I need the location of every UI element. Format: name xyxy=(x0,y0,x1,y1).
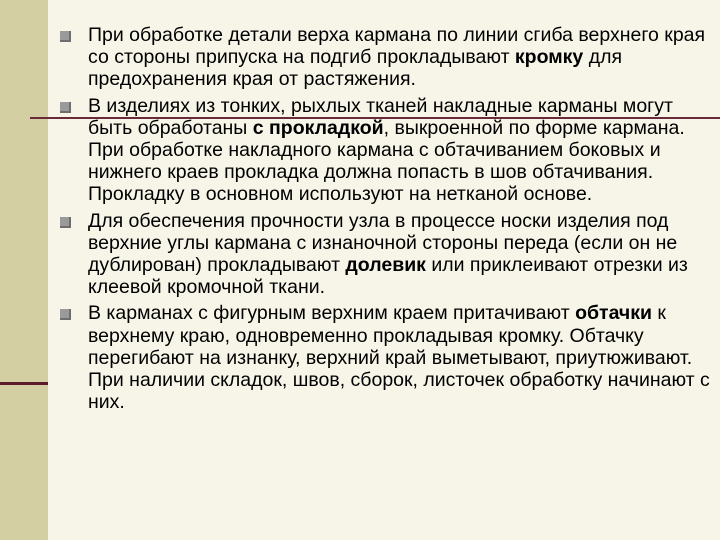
item-text: При обработке детали верха кармана по линии сгиба верхнего края со стороны припуска на подгиб прокладывают xyxy=(88,24,706,69)
item-text: или приклеивают отрезки из клеевой кромочной ткани. xyxy=(88,254,688,299)
item-text: для предохранения края от растяжения. xyxy=(88,46,623,91)
item-text: к верхнему краю, одновременно прокладывая кромку. Обтачку перегибают на изнанку, верхний край выметывают, приутюживают. При наличии складок, швов, сборок, листочек обработку начинают с них. xyxy=(88,302,710,414)
square-bullet-icon xyxy=(60,102,71,113)
item-text: , выкроенной по форме кармана. При обработке накладного кармана с обтачиванием боковых и нижнего краев прокладка должна попасть в шов обтачивания. Прокладку в основном используют на нетканой основе. xyxy=(88,116,685,206)
square-bullet-icon xyxy=(60,217,71,228)
side-decor-band xyxy=(0,0,48,540)
square-bullet-icon xyxy=(60,31,71,42)
item-bold-term: долевик xyxy=(345,254,426,277)
item-bold-term: кромку xyxy=(514,46,584,69)
square-bullet-icon xyxy=(60,309,71,320)
item-text: Для обеспечения прочности узла в процессе носки изделия под верхние углы кармана с изнаночной стороны переда (если он не дублирован) прокладывают xyxy=(88,209,678,277)
item-text: В изделиях из тонких, рыхлых тканей накладные карманы могут быть обработаны xyxy=(88,94,673,139)
list-item xyxy=(60,302,712,413)
item-bold-term: обтачки xyxy=(575,302,652,325)
item-bold-term: с прокладкой xyxy=(252,116,384,139)
item-text: В карманах с фигурным верхним краем притачивают xyxy=(88,302,576,325)
list-item xyxy=(60,95,712,206)
bullet-list xyxy=(60,24,712,417)
decor-rule-bottom xyxy=(0,382,48,385)
list-item xyxy=(60,24,712,91)
list-item xyxy=(60,210,712,299)
